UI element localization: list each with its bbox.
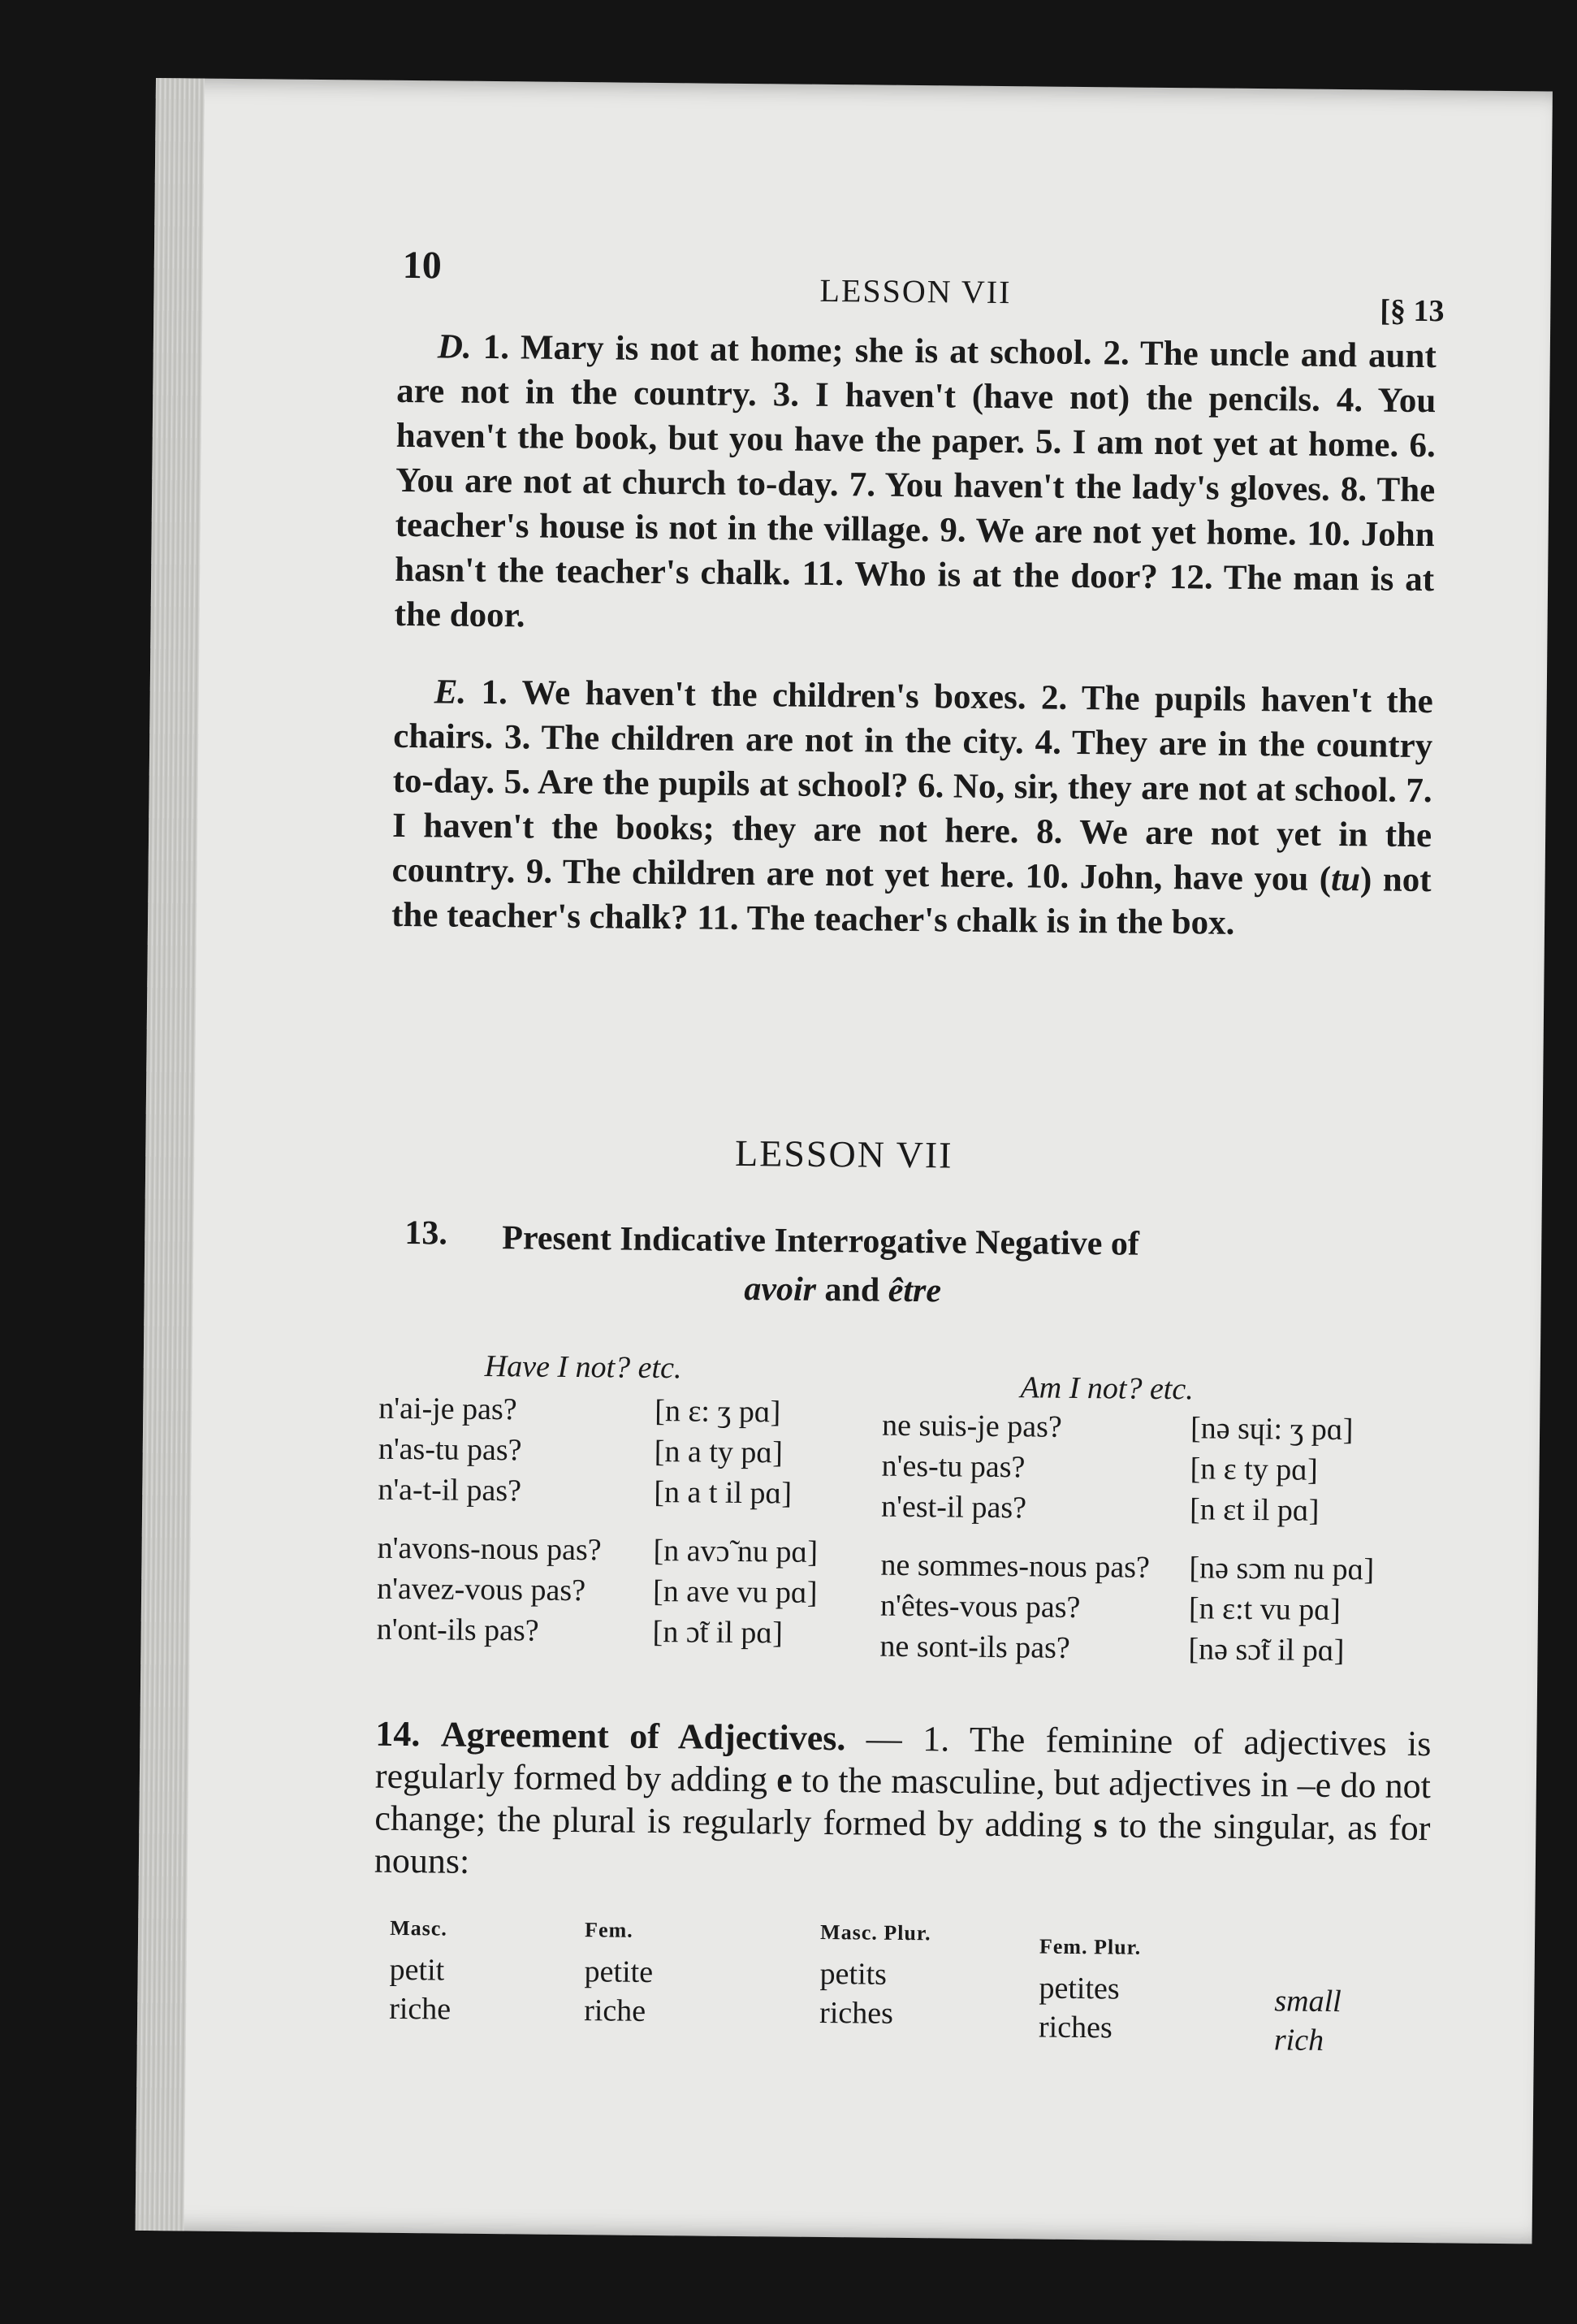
phonetic-form: [nə sɔ̃t il pɑ]	[1188, 1632, 1345, 1668]
form-word: petit	[389, 1952, 445, 1988]
gloss-word: rich	[1273, 2023, 1324, 2058]
french-form: n'ai-je pas?	[378, 1391, 517, 1427]
page-number: 10	[402, 243, 443, 288]
phonetic-form: [n ɛt il pɑ]	[1189, 1492, 1320, 1528]
section-13-subtitle	[145, 1264, 1541, 1317]
conjugation-row	[879, 1626, 1373, 1672]
section-14-heading: Agreement of Adjectives.	[440, 1714, 846, 1759]
exercise-e	[391, 669, 1433, 947]
phonetic-form: [n avɔ̃ nu pɑ]	[653, 1533, 819, 1569]
form-word: riches	[1038, 2010, 1113, 2045]
etre-column-heading: Am I not? etc.	[1020, 1370, 1194, 1407]
phonetic-form: [nə sɥi: ʒ pɑ]	[1190, 1411, 1354, 1448]
section-13-number: 13.	[404, 1214, 448, 1253]
section-14-text-3: to the singular, as for nouns:	[374, 1805, 1431, 1881]
french-form: n'avez-vous pas?	[376, 1571, 586, 1608]
avoir-column-heading: Have I not? etc.	[484, 1348, 682, 1386]
exercise-d-label: D.	[437, 327, 472, 366]
bold-s: s	[1093, 1805, 1108, 1846]
exercise-e-text-a: 1. We haven't the children's boxes. 2. The pupils haven't the chairs. 3. The children are not in the city. 4. They are in the country to-day. 5. Are the pupils at school? 6. No, sir, they are not at school. 7. I haven't the books; they are not here. 8. We are not yet in the country. 9. The children are not yet here. 10. John, have you (	[391, 673, 1433, 898]
etre-word: être	[888, 1271, 942, 1310]
phonetic-form: [nə sɔm nu pɑ]	[1189, 1551, 1375, 1587]
running-head: LESSON VII	[819, 271, 1012, 311]
form-word: petits	[819, 1956, 888, 1992]
french-form: ne sommes-nous pas?	[880, 1547, 1151, 1585]
phonetic-form: [n a ty pɑ]	[654, 1434, 784, 1470]
masc-column	[389, 1916, 451, 2029]
and-word: and	[824, 1270, 880, 1309]
fem-column	[584, 1918, 654, 2031]
fem-plur-label: Fem. Plur.	[1039, 1934, 1142, 1959]
conjugation-row	[378, 1429, 819, 1474]
conjugation-row	[376, 1609, 817, 1654]
masc-label: Masc.	[390, 1915, 447, 1941]
exercise-d	[394, 324, 1437, 647]
book-page	[136, 78, 1553, 2244]
conjugation-row	[881, 1487, 1375, 1532]
section-14-paragraph	[374, 1713, 1432, 1892]
phonetic-form: [n ɛ ty pɑ]	[1190, 1452, 1319, 1487]
exercise-e-tu: tu	[1330, 859, 1361, 899]
form-word: riches	[819, 1995, 894, 2031]
french-form: n'est-il pas?	[880, 1489, 1027, 1526]
french-form: ne suis-je pas?	[881, 1408, 1062, 1444]
fem-plur-column	[1039, 1935, 1142, 2048]
masc-plur-label: Masc. Plur.	[819, 1919, 931, 1945]
section-14-text-2: to the masculine, but adjectives in –e do not change; the plural is regularly formed by adding	[374, 1759, 1432, 1846]
gloss-column	[1274, 1981, 1342, 2060]
french-form: n'es-tu pas?	[881, 1448, 1026, 1485]
etre-conjugation	[879, 1405, 1376, 1672]
french-form: n'avons-nous pas?	[377, 1530, 602, 1568]
avoir-word: avoir	[744, 1270, 817, 1309]
conjugation-row	[880, 1586, 1374, 1631]
section-14-text-1: — 1. The feminine of adjectives is regularly formed by adding	[374, 1718, 1432, 1800]
form-word: petite	[584, 1954, 654, 1989]
form-word: riche	[388, 1991, 451, 2027]
french-form: n'as-tu pas?	[378, 1431, 522, 1468]
phonetic-form: [n ɔ̃t il pɑ]	[652, 1614, 784, 1651]
conjugation-row	[377, 1528, 818, 1573]
phonetic-form: [n a t il pɑ]	[654, 1474, 793, 1511]
section-14-number: 14.	[375, 1713, 421, 1755]
section-13-title: Present Indicative Interrogative Negative of	[502, 1219, 1140, 1263]
conjugation-row	[882, 1405, 1376, 1451]
conjugation-row	[378, 1469, 819, 1514]
phonetic-form: [n ɛ:t vu pɑ]	[1188, 1591, 1341, 1628]
bold-e: e	[776, 1759, 793, 1800]
fem-label: Fem.	[585, 1918, 633, 1942]
exercise-d-text: 1. Mary is not at home; she is at school. 2. The uncle and aunt are not in the country. 3. I haven't (have not) the pencils. 4. You haven't the book, but you have the paper. 5. I am not yet at home. 6. You are not at church to-day. 7. You haven't the lady's gloves. 8. The teacher's house is not in the village. 9. We are not yet home. 10. John hasn't the teacher's chalk. 11. Who is at the door? 12. The man is at the door.	[394, 327, 1437, 635]
french-form: n'êtes-vous pas?	[879, 1588, 1081, 1625]
avoir-conjugation	[376, 1388, 819, 1654]
conjugation-row	[377, 1569, 818, 1613]
french-form: n'a-t-il pas?	[378, 1472, 522, 1508]
lesson-title: LESSON VII	[734, 1132, 953, 1176]
french-form: n'ont-ils pas?	[376, 1612, 539, 1648]
form-word: riche	[583, 1993, 646, 2028]
exercise-e-label: E.	[434, 673, 467, 712]
french-form: ne sont-ils pas?	[879, 1629, 1070, 1665]
phonetic-form: [n ɛ: ʒ pɑ]	[655, 1393, 781, 1430]
form-word: petites	[1039, 1971, 1120, 2006]
conjugation-row	[880, 1545, 1374, 1590]
conjugation-row	[881, 1446, 1375, 1491]
conjugation-row	[378, 1388, 819, 1433]
masc-plur-column	[819, 1920, 931, 2033]
phonetic-form: [n ave vu pɑ]	[652, 1573, 818, 1610]
exercise-e-text-b: ) not the teacher's chalk? 11. The teacher's chalk is in the box.	[391, 860, 1432, 942]
section-reference: [§ 13	[1380, 293, 1445, 329]
gloss-word: small	[1274, 1984, 1342, 2019]
